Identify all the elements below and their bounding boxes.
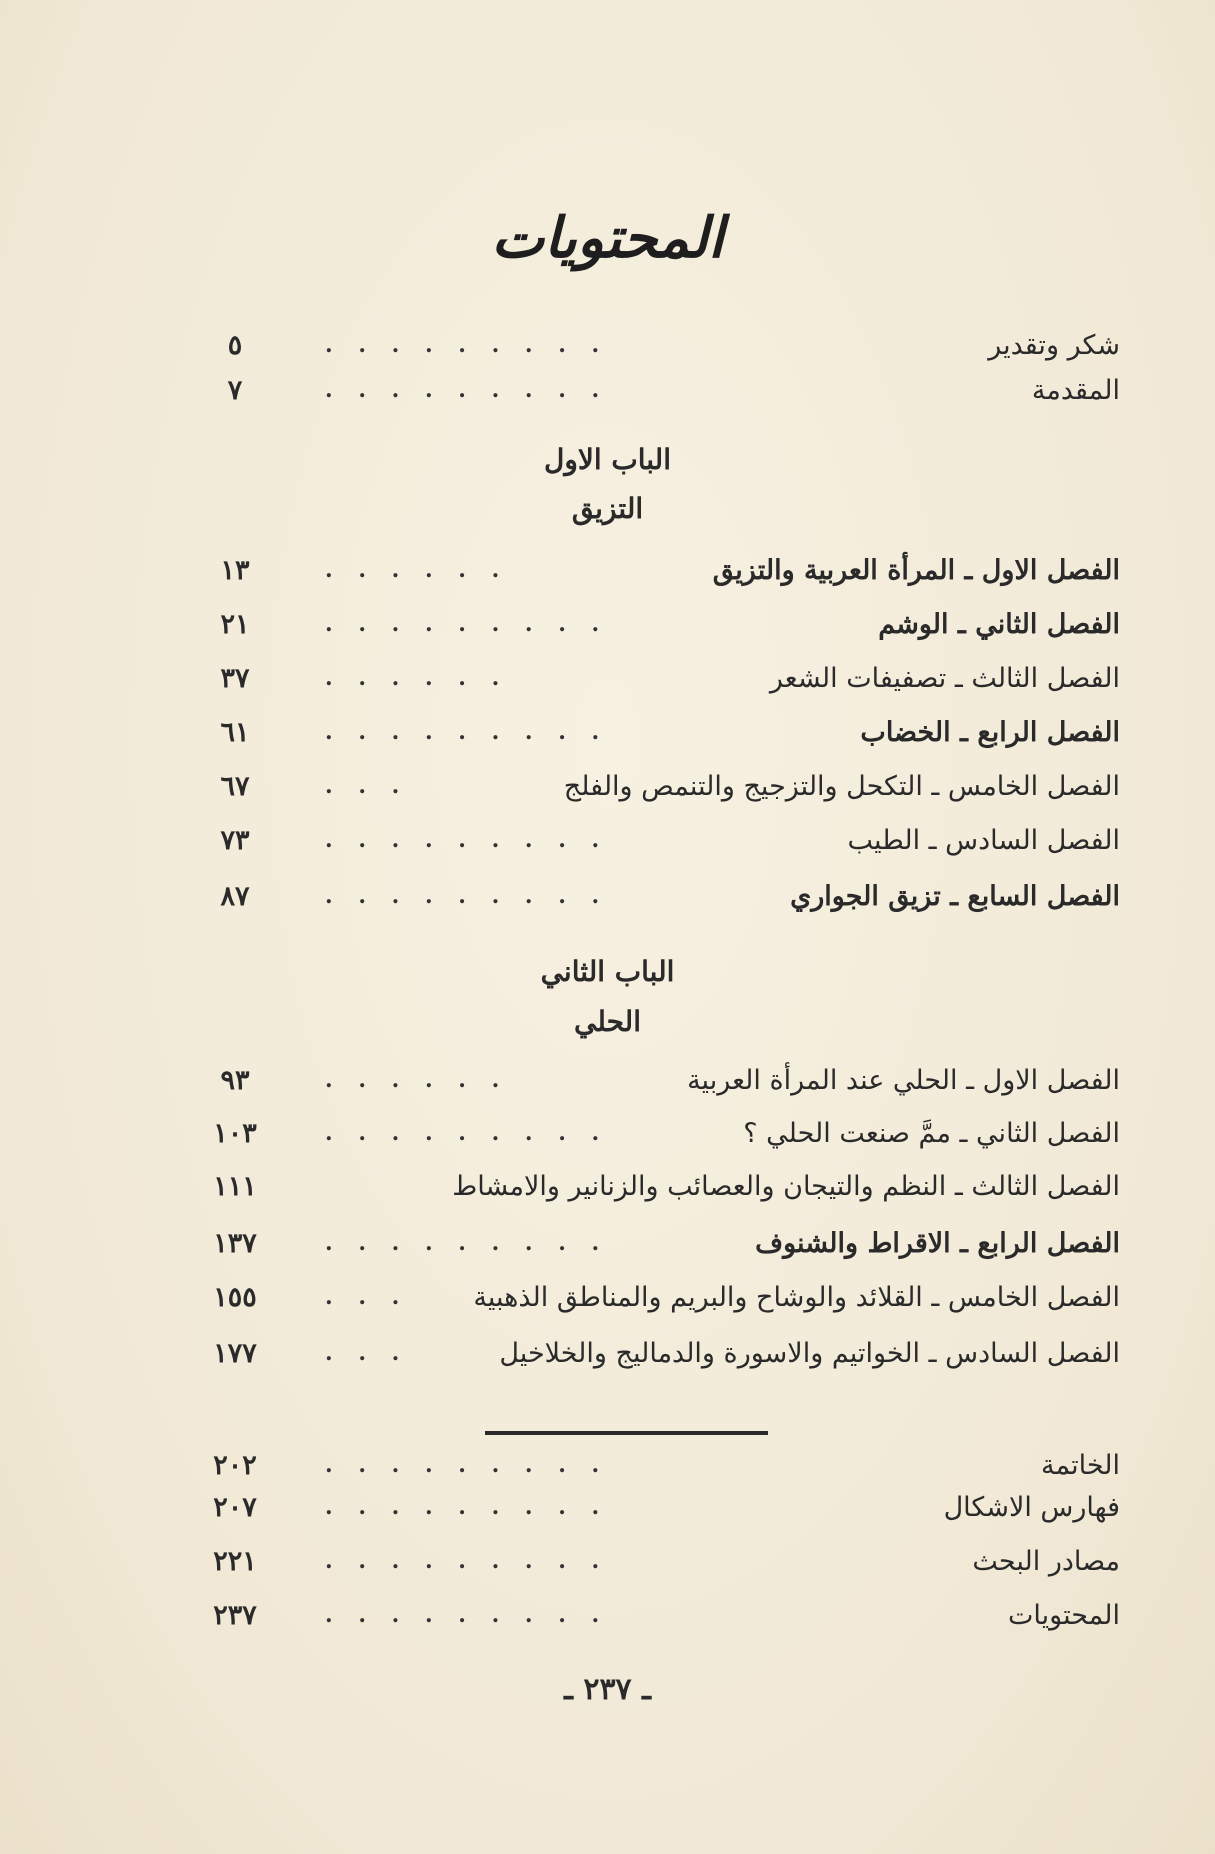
toc-page-number: ٣٧ — [220, 662, 250, 694]
toc-entry-label: المحتويات — [1007, 1599, 1120, 1631]
toc-row — [213, 1487, 1120, 1527]
toc-entry-label: الفصل الاول ـ المرأة العربية والتزيق — [712, 554, 1120, 586]
page-title: المحتويات — [491, 205, 724, 271]
toc-row — [225, 370, 1120, 410]
toc-row — [220, 820, 1120, 860]
toc-page-number: ٢١ — [220, 608, 250, 640]
toc-row — [220, 766, 1120, 806]
toc-row — [220, 658, 1120, 698]
toc-entry-label: الفصل الثاني ـ الوشم — [878, 608, 1120, 640]
toc-page-number: ٩٣ — [220, 1064, 250, 1096]
toc-page-number: ٦١ — [220, 716, 250, 748]
leader-dots: . . . . . . — [325, 665, 509, 691]
toc-row — [213, 1541, 1120, 1581]
toc-row — [213, 1333, 1120, 1373]
toc-page-number: ٧٣ — [220, 824, 250, 856]
toc-page-number: ١٠٣ — [213, 1117, 257, 1149]
toc-row — [213, 1595, 1120, 1635]
toc-page-number: ٨٧ — [220, 880, 250, 912]
leader-dots: . . . . . . . . . — [325, 719, 609, 745]
toc-entry-label: الفصل الثاني ـ ممَّ صنعت الحلي ؟ — [743, 1117, 1120, 1149]
toc-page-number: ١١١ — [213, 1170, 257, 1202]
leader-dots: . . . — [325, 1340, 409, 1366]
toc-row — [213, 1166, 1120, 1206]
toc-page-number: ١٣٧ — [213, 1227, 257, 1259]
leader-dots: . . . . . . . . . — [325, 611, 609, 637]
toc-entry-label: الفصل السادس ـ الطيب — [847, 824, 1120, 856]
leader-dots: . . . . . . — [325, 557, 509, 583]
toc-entry-label: الفصل الثالث ـ تصفيفات الشعر — [769, 662, 1120, 694]
toc-page-number: ٥ — [227, 329, 243, 361]
toc-page-number: ٢٣٧ — [213, 1599, 257, 1631]
leader-dots: . . . . . . . . . — [325, 1548, 609, 1574]
part-subheading: التزيق — [571, 492, 644, 525]
leader-dots: . . . . . . . . . — [325, 1602, 609, 1628]
toc-row — [220, 550, 1120, 590]
toc-page-number: ٢٠٧ — [213, 1491, 257, 1523]
leader-dots: . . . . . . . . . — [325, 1230, 609, 1256]
toc-entry-label: الخاتمة — [1041, 1449, 1120, 1481]
part-heading: الباب الثاني — [540, 955, 675, 988]
leader-dots: . . . — [325, 773, 409, 799]
leader-dots: . . . . . . . . . — [325, 1452, 609, 1478]
toc-entry-label: فهارس الاشكال — [943, 1491, 1120, 1523]
toc-page-number: ٢٠٢ — [213, 1449, 257, 1481]
toc-entry-label: الفصل الاول ـ الحلي عند المرأة العربية — [687, 1064, 1120, 1096]
toc-entry-label: شكر وتقدير — [988, 329, 1120, 361]
section-divider — [485, 1431, 768, 1435]
toc-page-number: ٧ — [227, 374, 243, 406]
toc-row — [213, 1223, 1120, 1263]
toc-row — [213, 1113, 1120, 1153]
toc-entry-label: الفصل الخامس ـ التكحل والتزجيج والتنمص والفلج — [563, 770, 1120, 802]
toc-entry-label: الفصل السابع ـ تزيق الجواري — [790, 880, 1120, 912]
toc-entry-label: الفصل الخامس ـ القلائد والوشاح والبريم والمناطق الذهبية — [473, 1281, 1120, 1313]
toc-entry-label: مصادر البحث — [972, 1545, 1120, 1577]
leader-dots: . . . . . . . . . — [325, 827, 609, 853]
leader-dots: . . . — [325, 1284, 409, 1310]
toc-row — [220, 876, 1120, 916]
part-subheading: الحلي — [574, 1005, 641, 1038]
leader-dots: . . . . . . . . . — [325, 883, 609, 909]
toc-row — [225, 325, 1120, 365]
toc-row — [220, 712, 1120, 752]
leader-dots: . . . . . . . . . — [325, 1494, 609, 1520]
toc-row — [213, 1277, 1120, 1317]
toc-page-number: ١٧٧ — [213, 1337, 257, 1369]
toc-entry-label: الفصل الرابع ـ الاقراط والشنوف — [755, 1227, 1120, 1259]
toc-entry-label: الفصل السادس ـ الخواتيم والاسورة والدماليج والخلاخيل — [499, 1337, 1120, 1369]
leader-dots: . . . . . . — [325, 1067, 509, 1093]
toc-row — [220, 1060, 1120, 1100]
leader-dots: . . . . . . . . . — [325, 332, 609, 358]
toc-entry-label: الفصل الثالث ـ النظم والتيجان والعصائب والزنانير والامشاط — [452, 1170, 1120, 1202]
toc-entry-label: المقدمة — [1031, 374, 1120, 406]
toc-page-number: ١٣ — [220, 554, 250, 586]
toc-entry-label: الفصل الرابع ـ الخضاب — [860, 716, 1120, 748]
toc-row — [220, 604, 1120, 644]
toc-page-number: ١٥٥ — [213, 1281, 257, 1313]
toc-page-number: ٦٧ — [220, 770, 250, 802]
toc-row — [213, 1445, 1120, 1485]
toc-page-number: ٢٢١ — [213, 1545, 257, 1577]
page-number: ـ ٢٣٧ ـ — [564, 1672, 651, 1707]
leader-dots: . . . . . . . . . — [325, 1120, 609, 1146]
part-heading: الباب الاول — [543, 443, 671, 476]
leader-dots: . . . . . . . . . — [325, 377, 609, 403]
